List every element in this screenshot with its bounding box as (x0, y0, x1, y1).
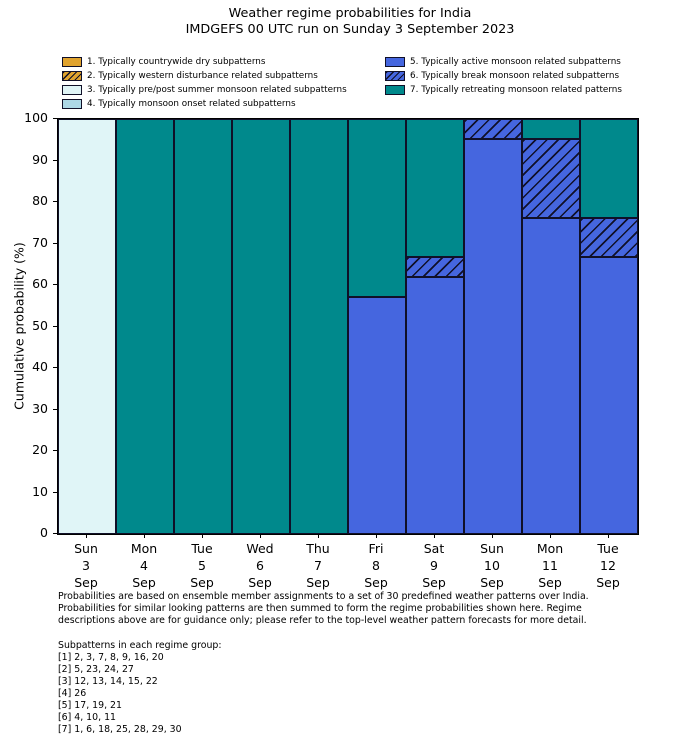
bar-wed-6sep (232, 119, 290, 534)
y-tick-label: 90 (32, 151, 48, 167)
x-tick-label-line: 3 (82, 558, 90, 573)
x-tick-label-line: 6 (256, 558, 264, 573)
bar-thu-7sep (290, 119, 348, 534)
subpatterns-line: [6] 4, 10, 11 (58, 712, 117, 723)
x-tick-label (347, 540, 405, 591)
legend-swatch-icon (62, 71, 82, 81)
legend-label: 4. Typically monsoon onset related subpatterns (87, 99, 296, 109)
footer-line: Probabilities are based on ensemble member assignments to a set of 30 predefined weather patterns over India. (58, 591, 589, 602)
y-tick-label: 40 (32, 359, 48, 374)
subpatterns-line: [1] 2, 3, 7, 8, 9, 16, 20 (58, 652, 164, 663)
bar-segment (406, 119, 464, 257)
bar-segment (464, 119, 522, 139)
subpatterns-line: [2] 5, 23, 24, 27 (58, 664, 134, 675)
footer-line: Probabilities for similar looking patterns are then summed to form the regime probabilities shown here. Regime (58, 603, 582, 614)
bar-segment (58, 119, 116, 534)
subpatterns-list (58, 640, 222, 736)
bar-segment (406, 257, 464, 277)
x-tick-label-line: 4 (140, 558, 148, 573)
legend-label: 5. Typically active monsoon related subpatterns (410, 57, 621, 67)
x-tick-label-line: Sep (190, 575, 214, 590)
x-tick-label-line: 10 (484, 558, 500, 573)
x-tick-label (231, 540, 289, 591)
subpatterns-line: [5] 17, 19, 21 (58, 700, 122, 711)
bar-fri-8sep (348, 119, 406, 534)
legend-swatch-icon (62, 99, 82, 109)
y-tick-label: 50 (32, 317, 48, 333)
y-tick-label: 10 (32, 483, 48, 499)
legend-item (62, 69, 347, 83)
legend-swatch-icon (385, 71, 405, 81)
bar-segment (348, 119, 406, 297)
y-tick-label: 30 (32, 400, 48, 416)
x-tick-label-line: 7 (314, 558, 322, 573)
x-tick-label (521, 540, 579, 591)
x-tick-label-line: Sep (132, 575, 156, 590)
bar-segment (232, 119, 290, 534)
subpatterns-line: [7] 1, 6, 18, 25, 28, 29, 30 (58, 724, 182, 735)
bar-sun-3sep (58, 119, 116, 534)
x-tick-label-line: Sun (74, 541, 98, 556)
bar-mon-11sep (522, 119, 580, 534)
plot-area (57, 118, 639, 535)
x-tick-label (579, 540, 637, 591)
x-tick-label-line: Tue (191, 541, 213, 556)
bar-segment (348, 297, 406, 534)
bar-tue-5sep (174, 119, 232, 534)
x-tick-label-line: Fri (368, 541, 384, 556)
legend-column-left (62, 55, 347, 111)
x-tick-label-line: 5 (198, 558, 206, 573)
subpatterns-line: [3] 12, 13, 14, 15, 22 (58, 676, 158, 687)
y-tick-label: 20 (32, 442, 48, 457)
x-tick-label-line: 9 (430, 558, 438, 573)
x-tick-label-line: Sep (422, 575, 446, 590)
x-tick-label-line: 12 (600, 558, 616, 573)
legend-label: 3. Typically pre/post summer monsoon related subpatterns (87, 85, 347, 95)
bar-sat-9sep (406, 119, 464, 534)
bar-segment (406, 277, 464, 534)
x-tick-label (57, 540, 115, 591)
y-tick-label: 60 (32, 276, 48, 291)
bar-segment (522, 218, 580, 534)
legend-swatch-icon (62, 85, 82, 95)
legend-swatch-icon (62, 57, 82, 67)
x-tick-label (405, 540, 463, 591)
legend-label: 6. Typically break monsoon related subpatterns (410, 71, 620, 81)
x-tick-label-line: Sat (423, 541, 445, 556)
bar-sun-10sep (464, 119, 522, 534)
bar-segment (580, 218, 638, 257)
chart-title: Weather regime probabilities for India (228, 6, 472, 21)
bar-segment (174, 119, 232, 534)
bar-segment (464, 139, 522, 534)
x-tick-label-line: Mon (130, 541, 158, 556)
x-tick-label-line: Wed (246, 541, 274, 556)
x-tick-label (463, 540, 521, 591)
x-tick-label-line: 11 (542, 558, 558, 573)
x-tick-label-line: Sep (596, 575, 620, 590)
x-tick-label-line: 8 (372, 558, 380, 573)
x-tick-label-line: Sun (480, 541, 504, 556)
bar-mon-4sep (116, 119, 174, 534)
x-tick-label-line: Mon (536, 541, 564, 556)
legend-item (62, 55, 347, 69)
bar-segment (116, 119, 174, 534)
bar-tue-12sep (580, 119, 638, 534)
legend-item (62, 83, 347, 97)
x-tick-label-line: Sep (364, 575, 388, 590)
y-tick-label: 70 (32, 234, 48, 250)
legend-swatch-icon (385, 57, 405, 67)
x-tick-label-line: Sep (74, 575, 98, 590)
chart-subtitle: IMDGEFS 00 UTC run on Sunday 3 September 2023 (185, 22, 515, 37)
x-tick-label (289, 540, 347, 591)
legend-column-right (385, 55, 622, 97)
y-tick-label: 0 (40, 525, 48, 540)
x-tick-label-line: Sep (480, 575, 504, 590)
legend-item (385, 55, 622, 69)
legend-item (385, 83, 622, 97)
legend-item (385, 69, 622, 83)
bar-segment (290, 119, 348, 534)
x-tick-label-line: Sep (306, 575, 330, 590)
x-tick-label (173, 540, 231, 591)
bar-segment (522, 119, 580, 139)
legend-label: 7. Typically retreating monsoon related patterns (410, 85, 622, 95)
x-tick-label-line: Tue (597, 541, 619, 556)
title-block (0, 6, 700, 38)
bar-segment (522, 139, 580, 218)
footer-note (58, 591, 589, 627)
legend-swatch-icon (385, 85, 405, 95)
y-axis-label: Cumulative probability (%) (11, 242, 27, 410)
legend-item (62, 97, 347, 111)
x-tick-label-line: Sep (248, 575, 272, 590)
bar-segment (580, 257, 638, 534)
subpatterns-line: [4] 26 (58, 688, 87, 699)
x-tick-label-line: Sep (538, 575, 562, 590)
x-tick-label-line: Thu (306, 541, 330, 556)
bar-segment (580, 119, 638, 218)
subpatterns-header: Subpatterns in each regime group: (58, 640, 222, 651)
y-tick-label: 80 (32, 193, 48, 208)
y-tick-label: 100 (24, 110, 48, 125)
legend-label: 2. Typically western disturbance related subpatterns (87, 71, 318, 81)
footer-line: descriptions above are for guidance only; please refer to the top-level weather pattern forecasts for more detail. (58, 615, 587, 626)
x-tick-label (115, 540, 173, 591)
legend-label: 1. Typically countrywide dry subpatterns (87, 57, 266, 67)
